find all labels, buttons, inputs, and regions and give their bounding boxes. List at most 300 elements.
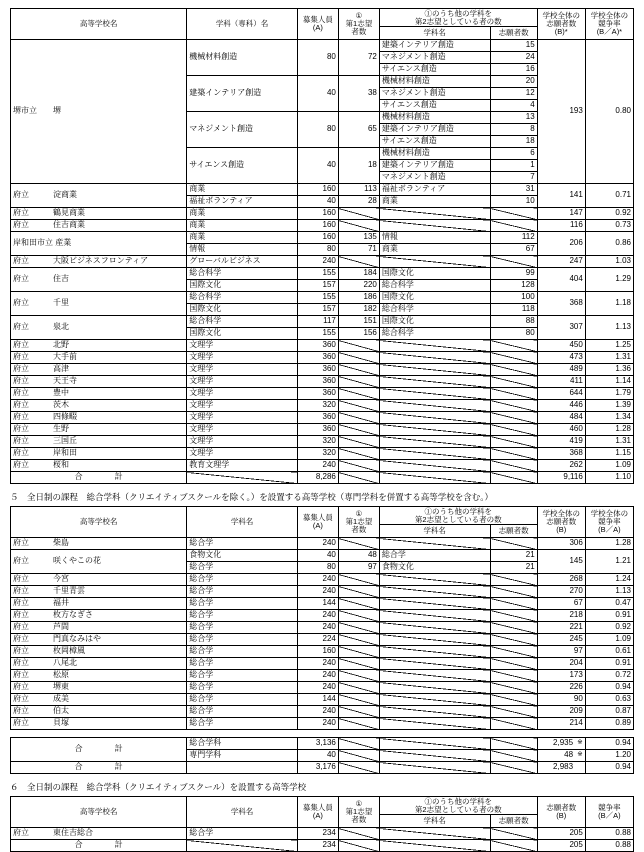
- cell-school-name: 府立 伯太: [11, 706, 187, 718]
- table-row: [11, 718, 634, 730]
- cell-competition-rate: 1.31: [585, 436, 633, 448]
- cell-competition-rate: 1.24: [585, 574, 633, 586]
- cell-total-applicants: 145: [537, 550, 585, 574]
- cell-second-count: [490, 388, 537, 400]
- cell-second-count: [490, 460, 537, 472]
- table-footer-row: [11, 840, 634, 852]
- cell-quota: 360: [297, 340, 338, 352]
- cell-first-choice: [338, 586, 379, 598]
- cell-first-choice: 65: [338, 112, 379, 148]
- cell-second-count: [490, 658, 537, 670]
- footer-quota: 40: [297, 750, 338, 762]
- table-row: [11, 232, 634, 244]
- cell-total-applicants: 147: [537, 208, 585, 220]
- cell-dept-name: 総合学: [187, 538, 298, 550]
- cell-dept-name: 文理学: [187, 340, 298, 352]
- cell-competition-rate: 0.63: [585, 694, 633, 706]
- cell-first-choice: [338, 682, 379, 694]
- header-dept: 学科名: [187, 797, 298, 828]
- cell-second-dept: 建築インテリア創造: [379, 160, 490, 172]
- cell-total-applicants: 411: [537, 376, 585, 388]
- cell-dept-name: 総合科学: [187, 268, 298, 280]
- cell-second-count: 118: [490, 304, 537, 316]
- table-row: [11, 256, 634, 268]
- header-second-count: 志願者数: [490, 815, 537, 828]
- table-row: [11, 658, 634, 670]
- cell-second-count: 10: [490, 196, 537, 208]
- cell-second-count: 21: [490, 550, 537, 562]
- cell-first-choice: [338, 538, 379, 550]
- cell-competition-rate: 0.73: [585, 220, 633, 232]
- cell-competition-rate: 1.36: [585, 364, 633, 376]
- table-row: [11, 634, 634, 646]
- table-row: [11, 352, 634, 364]
- cell-total-applicants: 306: [537, 538, 585, 550]
- cell-dept-name: 総合学: [187, 586, 298, 598]
- section6-title: ６ 全日制の課程 総合学科（クリエイティブスクール）を設置する高等学校: [10, 782, 307, 792]
- cell-total-applicants: 460: [537, 424, 585, 436]
- cell-school-name: 岸和田市立 産業: [11, 232, 187, 256]
- cell-first-choice: 135: [338, 232, 379, 244]
- cell-competition-rate: 1.25: [585, 340, 633, 352]
- cell-school-name: 府立 鶴見商業: [11, 208, 187, 220]
- cell-second-count: 67: [490, 244, 537, 256]
- cell-first-choice: [338, 208, 379, 220]
- cell-competition-rate: 1.13: [585, 316, 633, 340]
- table-row: [11, 706, 634, 718]
- cell-second-count: [490, 682, 537, 694]
- cell-dept-name: 総合学: [187, 598, 298, 610]
- cell-quota: 160: [297, 208, 338, 220]
- cell-first-choice: 151: [338, 316, 379, 328]
- footer-second-count: [490, 472, 537, 484]
- footer-rate: 0.94: [585, 738, 633, 750]
- cell-dept-name: 総合科学: [187, 316, 298, 328]
- cell-school-name: 府立 千里: [11, 292, 187, 316]
- footer-second-count: [490, 738, 537, 750]
- table-row: [11, 694, 634, 706]
- cell-first-choice: 18: [338, 148, 379, 184]
- cell-dept-name: 文理学: [187, 424, 298, 436]
- cell-second-dept: [379, 448, 490, 460]
- table-row: [11, 424, 634, 436]
- footer-rate: 0.88: [585, 840, 633, 852]
- cell-total-applicants: 484: [537, 412, 585, 424]
- header-second-choice-group: ①のうち他の学科を 第2志望としている者の数: [379, 797, 537, 815]
- cell-total-applicants: 307: [537, 316, 585, 340]
- cell-school-name: 府立 福井: [11, 598, 187, 610]
- cell-total-applicants: 368: [537, 292, 585, 316]
- table-row: [11, 670, 634, 682]
- footer-total: 205: [537, 840, 585, 852]
- table-row: [11, 316, 634, 328]
- cell-dept-name: 教育文理学: [187, 460, 298, 472]
- cell-quota: 234: [297, 828, 338, 840]
- cell-dept-name: 国際文化: [187, 280, 298, 292]
- footer-mark: ※: [575, 738, 585, 750]
- cell-total-applicants: 90: [537, 694, 585, 706]
- cell-quota: 240: [297, 622, 338, 634]
- cell-second-count: 80: [490, 328, 537, 340]
- cell-dept-name: 総合学: [187, 670, 298, 682]
- footer-quota: 3,176: [297, 762, 338, 774]
- cell-competition-rate: 1.21: [585, 550, 633, 574]
- header-competition-rate: 競争率 (B／A): [585, 797, 633, 828]
- cell-quota: 80: [297, 112, 338, 148]
- cell-second-count: [490, 598, 537, 610]
- cell-dept-name: 総合学: [187, 622, 298, 634]
- cell-competition-rate: 1.39: [585, 400, 633, 412]
- cell-second-count: 31: [490, 184, 537, 196]
- header-dept: 学科名: [187, 507, 298, 538]
- header-school: 高等学校名: [11, 507, 187, 538]
- table-row: [11, 388, 634, 400]
- table-row: [11, 622, 634, 634]
- cell-quota: 360: [297, 376, 338, 388]
- cell-second-count: [490, 610, 537, 622]
- table-schools-specialized: [10, 8, 634, 484]
- cell-dept-name: 文理学: [187, 436, 298, 448]
- cell-total-applicants: 404: [537, 268, 585, 292]
- footer-first: [338, 472, 379, 484]
- cell-second-count: 88: [490, 316, 537, 328]
- cell-school-name: 府立 生野: [11, 424, 187, 436]
- footer-mark: ※: [575, 750, 585, 762]
- cell-school-name: 府立 松原: [11, 670, 187, 682]
- cell-competition-rate: 1.34: [585, 412, 633, 424]
- table-row: [11, 208, 634, 220]
- cell-school-name: 府立 柴島: [11, 538, 187, 550]
- footer-first: [338, 840, 379, 852]
- footer-rate: 1.10: [585, 472, 633, 484]
- cell-total-applicants: 67: [537, 598, 585, 610]
- cell-total-applicants: 193: [537, 40, 585, 184]
- cell-first-choice: [338, 634, 379, 646]
- cell-dept-name: マネジメント創造: [187, 112, 298, 148]
- cell-first-choice: 38: [338, 76, 379, 112]
- cell-second-count: [490, 828, 537, 840]
- cell-second-dept: 機械材料創造: [379, 76, 490, 88]
- cell-quota: 360: [297, 352, 338, 364]
- table-row: [11, 682, 634, 694]
- cell-total-applicants: 489: [537, 364, 585, 376]
- cell-total-applicants: 262: [537, 460, 585, 472]
- cell-second-count: 16: [490, 64, 537, 76]
- cell-second-count: 112: [490, 232, 537, 244]
- cell-school-name: 府立 芦間: [11, 622, 187, 634]
- cell-quota: 157: [297, 304, 338, 316]
- table-sogo-gakka: [10, 506, 634, 730]
- cell-first-choice: 97: [338, 562, 379, 574]
- cell-second-count: 13: [490, 112, 537, 124]
- cell-second-count: [490, 400, 537, 412]
- cell-total-applicants: 268: [537, 574, 585, 586]
- header-school: 高等学校名: [11, 9, 187, 40]
- cell-dept-name: 商業: [187, 220, 298, 232]
- cell-quota: 240: [297, 460, 338, 472]
- cell-second-count: [490, 352, 537, 364]
- cell-second-dept: マネジメント創造: [379, 52, 490, 64]
- table-row: [11, 40, 634, 52]
- table-footer-row: [11, 762, 634, 774]
- footer-quota: 3,136: [297, 738, 338, 750]
- cell-quota: 240: [297, 670, 338, 682]
- table-header-row: [11, 507, 634, 525]
- table-row: [11, 184, 634, 196]
- cell-quota: 240: [297, 682, 338, 694]
- cell-first-choice: [338, 658, 379, 670]
- cell-first-choice: [338, 424, 379, 436]
- footer-second-dept: [379, 762, 490, 774]
- cell-second-count: 15: [490, 40, 537, 52]
- cell-competition-rate: 0.80: [585, 40, 633, 184]
- cell-second-count: [490, 538, 537, 550]
- table-row: [11, 364, 634, 376]
- cell-second-count: 8: [490, 124, 537, 136]
- cell-school-name: 府立 泉北: [11, 316, 187, 340]
- footer-quota: 234: [297, 840, 338, 852]
- header-quota: 募集人員 (A): [297, 797, 338, 828]
- header-quota: 募集人員 (A): [297, 507, 338, 538]
- cell-second-count: [490, 340, 537, 352]
- cell-dept-name: 機械材料創造: [187, 40, 298, 76]
- cell-quota: 360: [297, 388, 338, 400]
- cell-quota: 240: [297, 610, 338, 622]
- cell-second-dept: 総合科学: [379, 328, 490, 340]
- cell-quota: 155: [297, 268, 338, 280]
- cell-second-count: 1: [490, 160, 537, 172]
- cell-competition-rate: 1.29: [585, 268, 633, 292]
- header-second-dept: 学科名: [379, 815, 490, 828]
- table-row: [11, 586, 634, 598]
- cell-second-dept: 総合学: [379, 550, 490, 562]
- cell-second-dept: [379, 634, 490, 646]
- cell-school-name: 府立 桜和: [11, 460, 187, 472]
- cell-school-name: 府立 八尾北: [11, 658, 187, 670]
- header-first-choice: ① 第1志望 者数: [338, 9, 379, 40]
- cell-school-name: 府立 豊中: [11, 388, 187, 400]
- cell-total-applicants: 204: [537, 658, 585, 670]
- cell-first-choice: [338, 400, 379, 412]
- cell-total-applicants: 173: [537, 670, 585, 682]
- cell-second-dept: [379, 646, 490, 658]
- footer-dept: 専門学科: [187, 750, 298, 762]
- header-competition-rate: 学校全体の 競争率 (B／A)*: [585, 9, 633, 40]
- cell-second-dept: [379, 586, 490, 598]
- cell-competition-rate: 0.91: [585, 610, 633, 622]
- table-row: [11, 646, 634, 658]
- cell-second-count: [490, 622, 537, 634]
- cell-total-applicants: 368: [537, 448, 585, 460]
- cell-quota: 160: [297, 184, 338, 196]
- footer-second-count: [490, 762, 537, 774]
- footer-total: 2,935: [537, 738, 575, 750]
- cell-second-count: [490, 586, 537, 598]
- cell-second-dept: 建築インテリア創造: [379, 40, 490, 52]
- cell-second-count: 100: [490, 292, 537, 304]
- cell-second-dept: 国際文化: [379, 292, 490, 304]
- cell-second-dept: 福祉ボランティア: [379, 184, 490, 196]
- cell-school-name: 府立 淀商業: [11, 184, 187, 208]
- cell-dept-name: 文理学: [187, 376, 298, 388]
- cell-total-applicants: 450: [537, 340, 585, 352]
- header-second-dept: 学科名: [379, 27, 490, 40]
- cell-second-count: [490, 220, 537, 232]
- cell-first-choice: [338, 646, 379, 658]
- table-row: [11, 610, 634, 622]
- cell-dept-name: 総合学: [187, 574, 298, 586]
- cell-school-name: 府立 貝塚: [11, 718, 187, 730]
- table-row: [11, 550, 634, 562]
- cell-total-applicants: 644: [537, 388, 585, 400]
- table-row: [11, 412, 634, 424]
- cell-quota: 160: [297, 646, 338, 658]
- cell-competition-rate: 0.92: [585, 622, 633, 634]
- cell-first-choice: [338, 706, 379, 718]
- cell-quota: 224: [297, 634, 338, 646]
- cell-second-dept: [379, 610, 490, 622]
- table-row: [11, 538, 634, 550]
- cell-second-count: [490, 634, 537, 646]
- cell-total-applicants: 214: [537, 718, 585, 730]
- cell-competition-rate: 1.09: [585, 634, 633, 646]
- cell-quota: 40: [297, 550, 338, 562]
- cell-school-name: 府立 堺東: [11, 682, 187, 694]
- cell-second-dept: [379, 208, 490, 220]
- table-row: [11, 460, 634, 472]
- table-sogo-gakka-total: [10, 737, 634, 774]
- cell-second-dept: [379, 828, 490, 840]
- cell-second-count: [490, 208, 537, 220]
- cell-first-choice: [338, 340, 379, 352]
- cell-total-applicants: 97: [537, 646, 585, 658]
- cell-second-dept: [379, 388, 490, 400]
- footer-second-dept: [379, 472, 490, 484]
- header-school: 高等学校名: [11, 797, 187, 828]
- cell-school-name: 府立 門真なみはや: [11, 634, 187, 646]
- cell-dept-name: 総合学: [187, 694, 298, 706]
- cell-quota: 360: [297, 424, 338, 436]
- footer-label: 合 計: [11, 738, 187, 762]
- cell-dept-name: 文理学: [187, 352, 298, 364]
- table-header-row: [11, 9, 634, 27]
- cell-school-name: 府立 枚方なぎさ: [11, 610, 187, 622]
- cell-quota: 320: [297, 436, 338, 448]
- table-row: [11, 574, 634, 586]
- footer-mark: [575, 762, 585, 774]
- cell-school-name: 府立 咲くやこの花: [11, 550, 187, 574]
- cell-second-dept: 情報: [379, 232, 490, 244]
- cell-competition-rate: 0.88: [585, 828, 633, 840]
- footer-rate: 0.94: [585, 762, 633, 774]
- cell-quota: 240: [297, 256, 338, 268]
- cell-dept-name: 総合科学: [187, 292, 298, 304]
- cell-second-dept: 商業: [379, 196, 490, 208]
- table-row: [11, 376, 634, 388]
- cell-school-name: 府立 今宮: [11, 574, 187, 586]
- cell-quota: 360: [297, 364, 338, 376]
- cell-first-choice: [338, 364, 379, 376]
- cell-quota: 320: [297, 400, 338, 412]
- cell-competition-rate: 1.28: [585, 424, 633, 436]
- cell-quota: 80: [297, 40, 338, 76]
- cell-school-name: 堺市立 堺: [11, 40, 187, 184]
- cell-dept-name: 商業: [187, 208, 298, 220]
- cell-second-count: 99: [490, 268, 537, 280]
- header-total-applicants: 学校全体の 志願者数 (B): [537, 507, 585, 538]
- header-second-dept: 学科名: [379, 525, 490, 538]
- cell-first-choice: [338, 460, 379, 472]
- cell-first-choice: [338, 436, 379, 448]
- header-second-choice-group: ①のうち他の学科を 第2志望としている者の数: [379, 9, 537, 27]
- cell-competition-rate: 1.14: [585, 376, 633, 388]
- cell-competition-rate: 0.91: [585, 658, 633, 670]
- cell-first-choice: 182: [338, 304, 379, 316]
- footer-quota: 8,286: [297, 472, 338, 484]
- cell-second-count: [490, 424, 537, 436]
- cell-school-name: 府立 住吉: [11, 268, 187, 292]
- cell-first-choice: 186: [338, 292, 379, 304]
- footer-dept: [187, 840, 298, 852]
- cell-first-choice: [338, 376, 379, 388]
- cell-dept-name: 総合学: [187, 718, 298, 730]
- cell-quota: 117: [297, 316, 338, 328]
- cell-second-count: [490, 448, 537, 460]
- header-competition-rate: 学校全体の 競争率 (B／A): [585, 507, 633, 538]
- footer-first: [338, 738, 379, 750]
- cell-second-count: 128: [490, 280, 537, 292]
- table-footer-row: [11, 472, 634, 484]
- cell-school-name: 府立 東住吉総合: [11, 828, 187, 840]
- cell-quota: 155: [297, 292, 338, 304]
- footer-first: [338, 750, 379, 762]
- cell-second-dept: 商業: [379, 244, 490, 256]
- cell-dept-name: 商業: [187, 232, 298, 244]
- cell-first-choice: 156: [338, 328, 379, 340]
- cell-second-dept: [379, 658, 490, 670]
- footer-total: 48: [537, 750, 575, 762]
- cell-competition-rate: 0.47: [585, 598, 633, 610]
- cell-second-dept: 建築インテリア創造: [379, 124, 490, 136]
- cell-first-choice: [338, 610, 379, 622]
- cell-total-applicants: 226: [537, 682, 585, 694]
- header-second-count: 志願者数: [490, 27, 537, 40]
- cell-dept-name: 総合学: [187, 682, 298, 694]
- cell-first-choice: [338, 256, 379, 268]
- cell-total-applicants: 218: [537, 610, 585, 622]
- cell-second-dept: 機械材料創造: [379, 112, 490, 124]
- cell-second-dept: [379, 694, 490, 706]
- cell-school-name: 府立 北野: [11, 340, 187, 352]
- cell-school-name: 府立 高津: [11, 364, 187, 376]
- cell-dept-name: 総合学: [187, 634, 298, 646]
- cell-dept-name: 総合学: [187, 562, 298, 574]
- cell-second-dept: [379, 376, 490, 388]
- cell-second-dept: [379, 598, 490, 610]
- header-dept: 学科（専科）名: [187, 9, 298, 40]
- cell-school-name: 府立 茨木: [11, 400, 187, 412]
- footer-first: [338, 762, 379, 774]
- cell-second-dept: [379, 574, 490, 586]
- cell-dept-name: 商業: [187, 184, 298, 196]
- cell-second-count: [490, 706, 537, 718]
- table-row: [11, 828, 634, 840]
- header-total-applicants: 学校全体の 志願者数 (B)*: [537, 9, 585, 40]
- cell-first-choice: 220: [338, 280, 379, 292]
- cell-total-applicants: 245: [537, 634, 585, 646]
- table-footer-row: [11, 738, 634, 750]
- cell-dept-name: 総合学: [187, 658, 298, 670]
